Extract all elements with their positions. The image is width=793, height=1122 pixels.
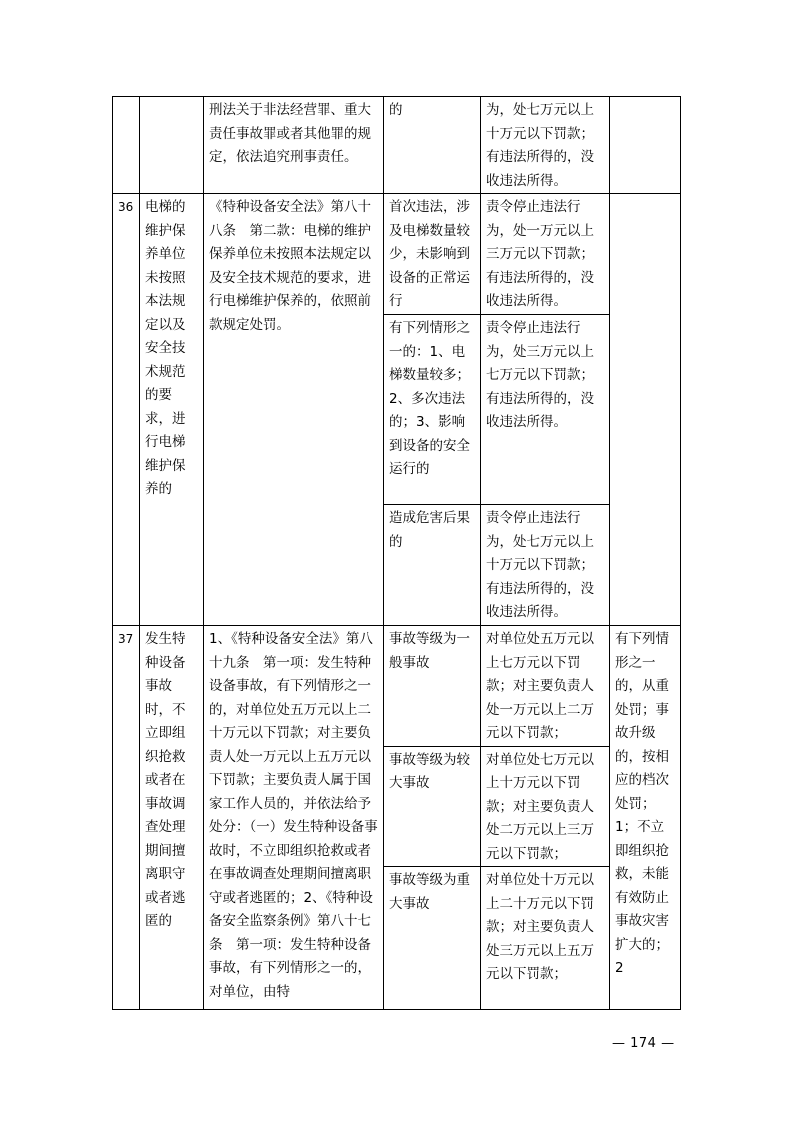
penalty-standard: 为，处七万元以上十万元以下罚款；有违法所得的，没收违法所得。 <box>481 97 610 194</box>
penalty-standard: 对单位处七万元以上十万元以下罚款；对主要负责人处二万元以上三万元以下罚款； <box>481 746 610 867</box>
penalty-standard: 对单位处五万元以上七万元以下罚款；对主要负责人处一万元以上二万元以下罚款； <box>481 626 610 747</box>
remark: 有下列情形之一的，从重处罚；事故升级的，按相应的档次处罚；1；不立即组织抢救，未能有效防止事故灾害扩大的；2 <box>610 626 681 1010</box>
circumstance: 造成危害后果的 <box>384 505 481 626</box>
violation-item <box>140 97 204 194</box>
row-number <box>113 97 140 194</box>
penalty-standards-table <box>112 96 681 1010</box>
legal-basis: 《特种设备安全法》第八十八条 第二款：电梯的维护保养单位未按照本法规定以及安全技术规范的要求，进行电梯维护保养的，依照前款规定处罚。 <box>204 194 384 626</box>
circumstance: 事故等级为一般事故 <box>384 626 481 747</box>
row-number: 37 <box>113 626 140 1010</box>
legal-basis: 1、《特种设备安全法》第八十九条 第一项：发生特种设备事故，有下列情形之一的，对单位处五万元以上二十万元以下罚款；对主要负责人处一万元以上五万元以下罚款；主要负责人属于国家工作人员的，并依法给予处分：（一）发生特种设备事故时，不立即组织抢救或者在事故调查处理期间擅离职守或者逃匿的；2、《特种设备安全监察条例》第八十七条 第一项：发生特种设备事故，有下列情形之一的，对单位，由特 <box>204 626 384 1010</box>
circumstance: 的 <box>384 97 481 194</box>
circumstance: 首次违法，涉及电梯数量较少，未影响到设备的正常运行 <box>384 194 481 315</box>
remark <box>610 97 681 194</box>
penalty-standard: 对单位处十万元以上二十万元以下罚款；对主要负责人处三万元以上五万元以下罚款； <box>481 867 610 1010</box>
table-row <box>113 194 681 315</box>
violation-item: 电梯的维护保养单位未按照本法规定以及安全技术规范的要求，进行电梯维护保养的 <box>140 194 204 626</box>
penalty-standard: 责令停止违法行为，处三万元以上七万元以下罚款；有违法所得的，没收违法所得。 <box>481 315 610 505</box>
legal-basis: 刑法关于非法经营罪、重大责任事故罪或者其他罪的规定，依法追究刑事责任。 <box>204 97 384 194</box>
violation-item: 发生特种设备事故时，不立即组织抢救或者在事故调查处理期间擅离职守或者逃匿的 <box>140 626 204 1010</box>
page-number: — 174 — <box>612 1036 675 1051</box>
row-number: 36 <box>113 194 140 626</box>
circumstance: 有下列情形之一的：1、电梯数量较多；2、多次违法的；3、影响到设备的安全运行的 <box>384 315 481 505</box>
penalty-standard: 责令停止违法行为，处一万元以上三万元以下罚款；有违法所得的，没收违法所得。 <box>481 194 610 315</box>
circumstance: 事故等级为较大事故 <box>384 746 481 867</box>
table-row <box>113 97 681 194</box>
circumstance: 事故等级为重大事故 <box>384 867 481 1010</box>
penalty-standard: 责令停止违法行为，处七万元以上十万元以下罚款；有违法所得的，没收违法所得。 <box>481 505 610 626</box>
table-row <box>113 626 681 747</box>
remark <box>610 194 681 626</box>
